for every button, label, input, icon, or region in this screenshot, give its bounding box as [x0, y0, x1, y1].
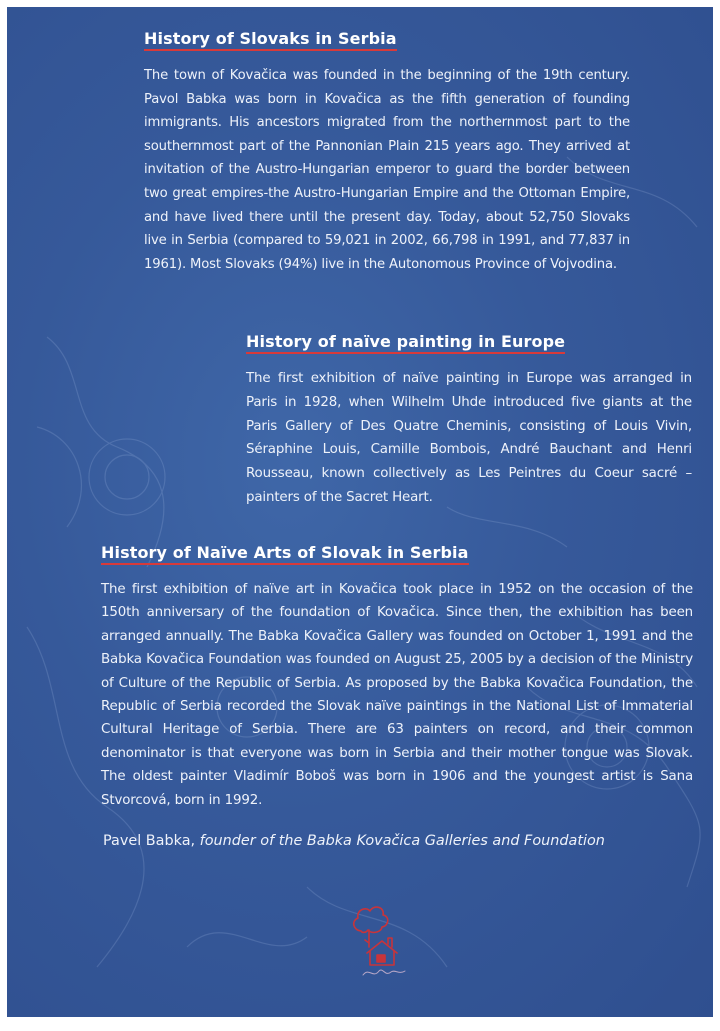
section-heading: History of Slovaks in Serbia — [144, 29, 397, 51]
document-page — [7, 7, 713, 1017]
house-tree-logo-icon — [339, 897, 423, 981]
signature-name: Pavel Babka, — [103, 833, 196, 849]
section-heading: History of naïve painting in Europe — [246, 332, 565, 354]
section-slovaks-in-serbia — [144, 29, 630, 276]
signature-title: founder of the Babka Kovačica Galleries and Foundation — [199, 833, 605, 849]
section-body: The first exhibition of naïve painting in Europe was arranged in Paris in 1928, when Wilhelm Uhde introduced five giants at the Paris Gallery of Des Quatre Cheminis, consisting of Louis Vivin, Séraphine Louis, Camille Bombois, André Bauchant and Henri Rousseau, known collectively as Les Peintres du Coeur sacré – painters of the Sacret Heart. — [246, 371, 692, 505]
section-naive-arts-slovak-serbia — [101, 543, 693, 812]
section-naive-painting-europe — [246, 332, 692, 510]
section-heading: History of Naïve Arts of Slovak in Serbia — [101, 543, 469, 565]
section-body: The town of Kovačica was founded in the beginning of the 19th century. Pavol Babka was born in Kovačica as the fifth generation of founding immigrants. His ancestors migrated from the northernmost part to the southernmost part of the Pannonian Plain 215 years ago. They arrived at invitation of the Austro-Hungarian emperor to guard the border between two great empires-the Austro-Hungarian Empire and the Ottoman Empire, and have lived there until the present day. Today, about 52,750 Slovaks live in Serbia (compared to 59,021 in 2002, 66,798 in 1991, and 77,837 in 1961). Most Slovaks (94%) live in the Autonomous Province of Vojvodina. — [144, 68, 630, 272]
section-body: The first exhibition of naïve art in Kovačica took place in 1952 on the occasion of the 150th anniversary of the foundation of Kovačica. Since then, the exhibition has been arranged annually. The Babka Kovačica Gallery was founded on October 1, 1991 and the Babka Kovačica Foundation was founded on August 25, 2005 by a decision of the Ministry of Culture of the Republic of Serbia. As proposed by the Babka Kovačica Foundation, the Republic of Serbia recorded the Slovak naïve paintings in the National List of Immaterial Cultural Heritage of Serbia. There are 63 painters on record, and their common denominator is that everyone was born in Serbia and their mother tongue was Slovak. The oldest painter Vladimír Boboš was born in 1906 and the youngest artist is Sana Stvorcová, born in 1992. — [101, 582, 693, 808]
signature — [103, 833, 693, 849]
